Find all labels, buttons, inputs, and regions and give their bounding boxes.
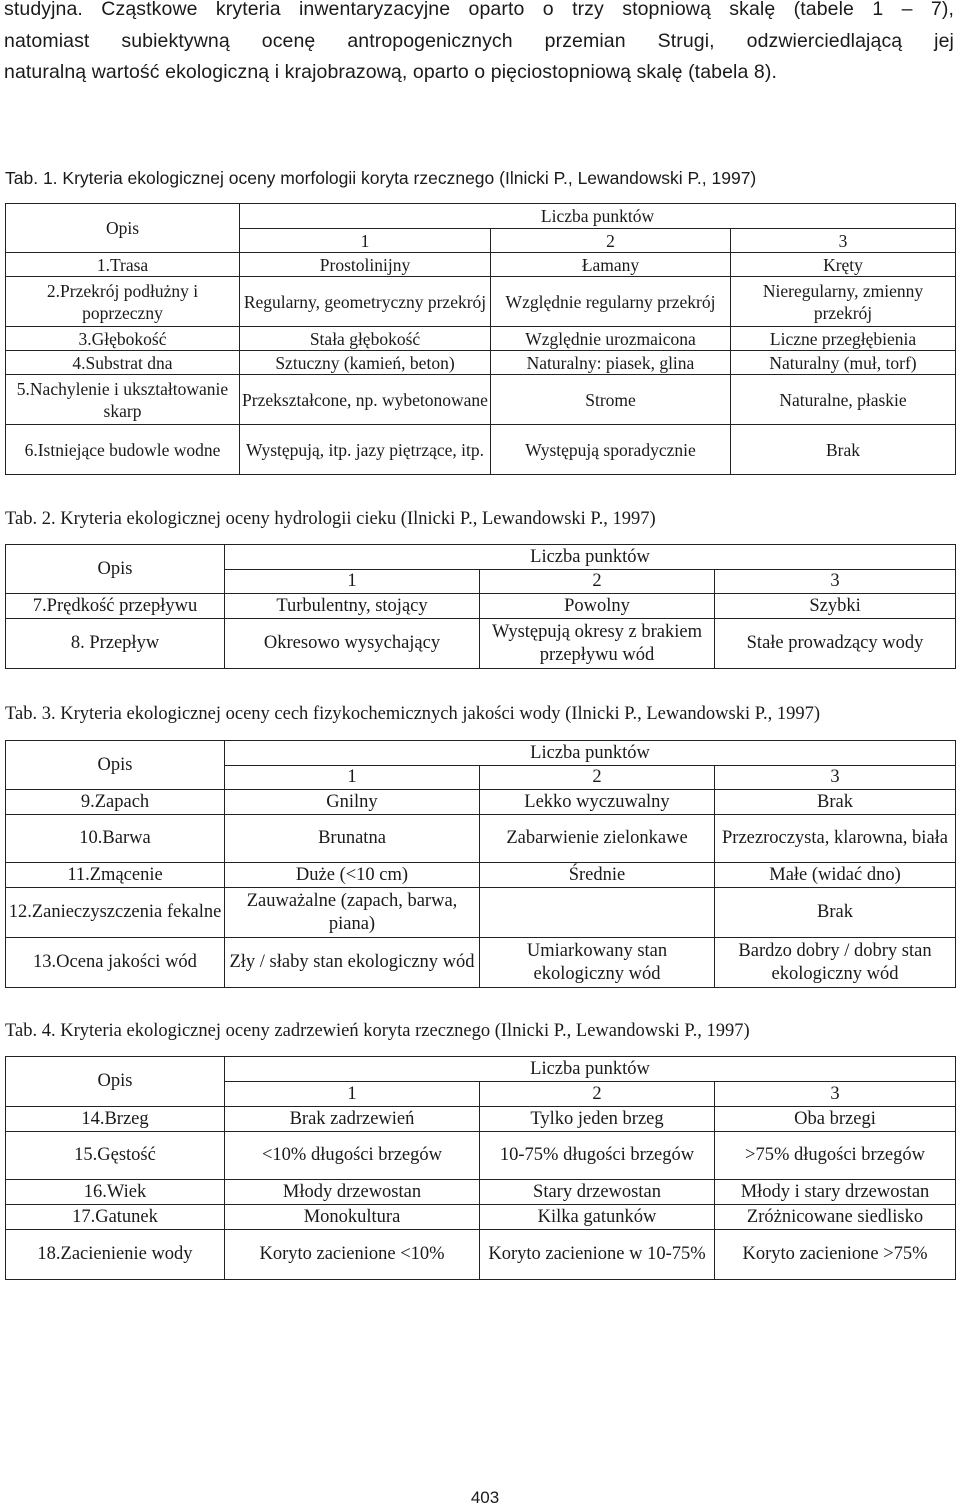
table2-caption: Tab. 2. Kryteria ekologicznej oceny hydrologii cieku (Ilnicki P., Lewandowski P., 1997) [5, 509, 656, 529]
table-row [6, 594, 956, 619]
table-cell: Stary drzewostan [480, 1180, 715, 1205]
table-cell: Naturalny (muł, torf) [731, 351, 956, 375]
table-cell: 12.Zanieczyszczenia fekalne [6, 888, 225, 938]
table3-score-1: 1 [225, 766, 480, 790]
table2-opis-header: Opis [6, 545, 225, 594]
table-cell: Młody drzewostan [225, 1180, 480, 1205]
table-cell: Względnie regularny przekrój [491, 277, 731, 327]
table-cell: Sztuczny (kamień, beton) [240, 351, 491, 375]
table-cell: Łamany [491, 253, 731, 277]
table-cell: Występują okresy z brakiem przepływu wód [480, 619, 715, 669]
table4-score-1: 1 [225, 1082, 480, 1107]
table-cell: 7.Prędkość przepływu [6, 594, 225, 619]
table-cell: Występują, itp. jazy piętrzące, itp. [240, 425, 491, 475]
table-cell: Duże (<10 cm) [225, 863, 480, 888]
table4 [5, 1056, 956, 1280]
intro-line-2: natomiast subiektywną ocenę antropogenicznych przemian Strugi, odzwierciedlającą jej [4, 29, 954, 52]
table4-score-2: 2 [480, 1082, 715, 1107]
table-cell: Koryto zacienione w 10-75% [480, 1230, 715, 1280]
table1-opis-header: Opis [6, 204, 240, 253]
table-cell: Młody i stary drzewostan [715, 1180, 956, 1205]
table-cell: Zły / słaby stan ekologiczny wód [225, 938, 480, 988]
table4-caption: Tab. 4. Kryteria ekologicznej oceny zadrzewień koryta rzecznego (Ilnicki P., Lewandowski P., 1997) [5, 1021, 750, 1041]
table-cell: 8. Przepływ [6, 619, 225, 669]
table-cell: Lekko wyczuwalny [480, 790, 715, 815]
table-cell: Monokultura [225, 1205, 480, 1230]
table-cell: 3.Głębokość [6, 327, 240, 351]
table-cell: 10-75% długości brzegów [480, 1132, 715, 1180]
table4-score-3: 3 [715, 1082, 956, 1107]
table-row [6, 277, 956, 327]
table-cell: 15.Gęstość [6, 1132, 225, 1180]
table-row [6, 375, 956, 425]
table-cell: Koryto zacienione <10% [225, 1230, 480, 1280]
table-cell: Przezroczysta, klarowna, biała [715, 815, 956, 863]
table2 [5, 544, 956, 669]
table4-points-header: Liczba punktów [225, 1057, 956, 1082]
table-cell: Brunatna [225, 815, 480, 863]
table-cell: Naturalny: piasek, glina [491, 351, 731, 375]
table-cell: Stałe prowadzący wody [715, 619, 956, 669]
table-cell: Koryto zacienione >75% [715, 1230, 956, 1280]
table1-score-3: 3 [731, 229, 956, 253]
table-row [6, 619, 956, 669]
table-cell: Naturalne, płaskie [731, 375, 956, 425]
table-cell: Przekształcone, np. wybetonowane [240, 375, 491, 425]
table-cell: Strome [491, 375, 731, 425]
table-row [6, 1205, 956, 1230]
table-cell: Bardzo dobry / dobry stan ekologiczny wód [715, 938, 956, 988]
table-cell: Prostolinijny [240, 253, 491, 277]
table2-score-1: 1 [225, 570, 480, 594]
table1 [5, 203, 956, 475]
table-row [6, 888, 956, 938]
table1-caption: Tab. 1. Kryteria ekologicznej oceny morfologii koryta rzecznego (Ilnicki P., Lewandowski P., 1997) [5, 168, 757, 188]
table-cell: Brak zadrzewień [225, 1107, 480, 1132]
table2-points-header: Liczba punktów [225, 545, 956, 570]
table-cell: Brak [715, 790, 956, 815]
table-cell: 18.Zacienienie wody [6, 1230, 225, 1280]
table-row [6, 425, 956, 475]
table2-score-3: 3 [715, 570, 956, 594]
table-row [6, 790, 956, 815]
table1-score-2: 2 [491, 229, 731, 253]
table-cell: 13.Ocena jakości wód [6, 938, 225, 988]
table-cell: 17.Gatunek [6, 1205, 225, 1230]
table-cell: Małe (widać dno) [715, 863, 956, 888]
table-cell: 9.Zapach [6, 790, 225, 815]
table3-score-2: 2 [480, 766, 715, 790]
table-cell: Kilka gatunków [480, 1205, 715, 1230]
table-row [6, 351, 956, 375]
table-cell: 14.Brzeg [6, 1107, 225, 1132]
table-row [6, 327, 956, 351]
table-cell: Stała głębokość [240, 327, 491, 351]
table-cell: Regularny, geometryczny przekrój [240, 277, 491, 327]
table-cell: Nieregularny, zmienny przekrój [731, 277, 956, 327]
intro-line-3: naturalną wartość ekologiczną i krajobrazową, oparto o pięciostopniową skalę (tabela 8). [4, 61, 777, 83]
table-cell: 4.Substrat dna [6, 351, 240, 375]
table-cell: Kręty [731, 253, 956, 277]
table-row [6, 938, 956, 988]
table-cell: 6.Istniejące budowle wodne [6, 425, 240, 475]
table-row [6, 253, 956, 277]
table4-opis-header: Opis [6, 1057, 225, 1107]
table3-opis-header: Opis [6, 741, 225, 790]
table-cell: Gnilny [225, 790, 480, 815]
table-cell: >75% długości brzegów [715, 1132, 956, 1180]
table-cell: 16.Wiek [6, 1180, 225, 1205]
table-cell: Okresowo wysychający [225, 619, 480, 669]
table3-points-header: Liczba punktów [225, 741, 956, 766]
table3 [5, 740, 956, 988]
table-cell: Umiarkowany stan ekologiczny wód [480, 938, 715, 988]
table-cell: Liczne przegłębienia [731, 327, 956, 351]
table2-score-2: 2 [480, 570, 715, 594]
table-cell: Średnie [480, 863, 715, 888]
table-cell: Zróżnicowane siedlisko [715, 1205, 956, 1230]
table-cell: Powolny [480, 594, 715, 619]
table-cell: Zauważalne (zapach, barwa, piana) [225, 888, 480, 938]
table-cell: Występują sporadycznie [491, 425, 731, 475]
table-cell: <10% długości brzegów [225, 1132, 480, 1180]
table-cell: Tylko jeden brzeg [480, 1107, 715, 1132]
page-number: 403 [470, 1488, 500, 1507]
table-row [6, 1230, 956, 1280]
table-cell: Brak [731, 425, 956, 475]
table-cell: Turbulentny, stojący [225, 594, 480, 619]
table-cell: 11.Zmącenie [6, 863, 225, 888]
table1-points-header: Liczba punktów [240, 204, 956, 229]
table-row [6, 815, 956, 863]
table-cell [480, 888, 715, 938]
table-cell: Oba brzegi [715, 1107, 956, 1132]
intro-line-1: studyjna. Cząstkowe kryteria inwentaryzacyjne oparto o trzy stopniową skalę (tabele 1 – 7), [4, 0, 954, 20]
table-cell: Szybki [715, 594, 956, 619]
table-cell: 2.Przekrój podłużny i poprzeczny [6, 277, 240, 327]
table3-score-3: 3 [715, 766, 956, 790]
table-cell: Względnie urozmaicona [491, 327, 731, 351]
table-row [6, 863, 956, 888]
table-cell: 5.Nachylenie i ukształtowanie skarp [6, 375, 240, 425]
table-row [6, 1107, 956, 1132]
table-cell: 1.Trasa [6, 253, 240, 277]
table1-score-1: 1 [240, 229, 491, 253]
intro-paragraph [4, 0, 954, 89]
table-row [6, 1180, 956, 1205]
table3-caption: Tab. 3. Kryteria ekologicznej oceny cech fizykochemicznych jakości wody (Ilnicki P., Lewandowski P., 1997) [5, 704, 821, 724]
table-cell: 10.Barwa [6, 815, 225, 863]
table-row [6, 1132, 956, 1180]
table-cell: Zabarwienie zielonkawe [480, 815, 715, 863]
table-cell: Brak [715, 888, 956, 938]
